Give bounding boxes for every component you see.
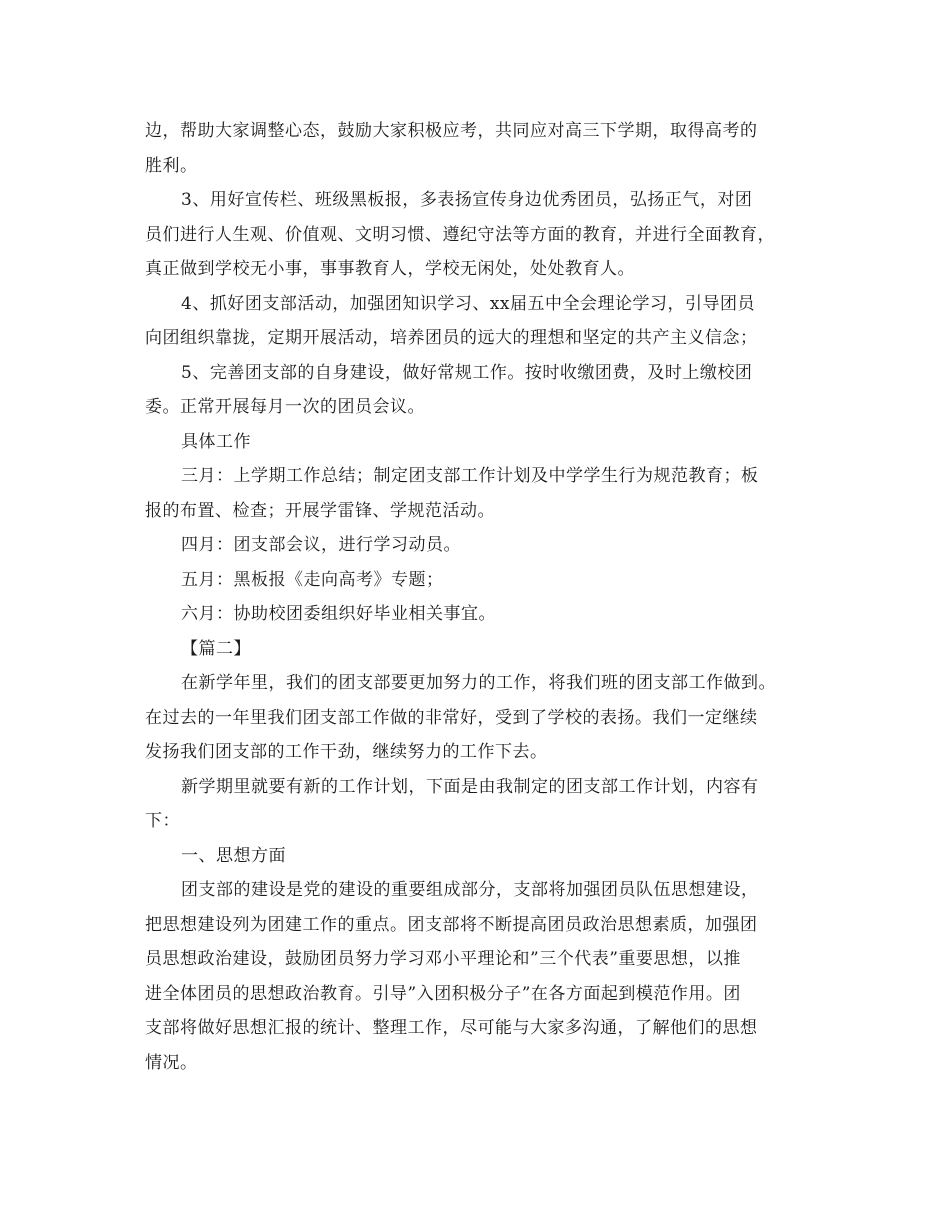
document-body: [145, 114, 810, 1080]
text-line: 报的布置、检查；开展学雷锋、学规范活动。: [145, 500, 495, 521]
text-line: 4、抓好团支部活动，加强团知识学习、xx届五中全会理论学习，引导团员: [181, 293, 755, 314]
text-line: 发扬我们团支部的工作干劲，继续努力的工作下去。: [145, 742, 548, 762]
text-line: 进全体团员的思想政治教育。引导”入团积极分子”在各方面起到模范作用。团: [145, 983, 741, 1004]
text-line: 员思想政治建设，鼓励团员努力学习邓小平理论和”三个代表”重要思想，以推: [145, 949, 741, 969]
text-line: 新学期里就要有新的工作计划，下面是由我制定的团支部工作计划，内容有: [181, 776, 759, 797]
section-heading: 【篇二】: [181, 638, 251, 659]
section-heading: 具体工作: [181, 431, 251, 452]
text-line: 边，帮助大家调整心态，鼓励大家积极应考，共同应对高三下学期，取得高考的: [145, 121, 758, 141]
text-line: 五月：黑板报《走向高考》专题；: [181, 569, 444, 590]
text-line: 下：: [145, 811, 180, 831]
text-line: 支部将做好思想汇报的统计、整理工作，尽可能与大家多沟通，了解他们的思想: [145, 1018, 758, 1038]
text-line: 团支部的建设是党的建设的重要组成部分，支部将加强团员队伍思想建设，: [181, 880, 759, 900]
text-line: 胜利。: [145, 155, 198, 176]
text-line: 六月：协助校团委组织好毕业相关事宜。: [181, 604, 496, 624]
text-line: 3、用好宣传栏、班级黑板报，多表扬宣传身边优秀团员，弘扬正气，对团: [181, 190, 753, 210]
text-line: 三月：上学期工作总结；制定团支部工作计划及中学学生行为规范教育；板: [181, 466, 759, 486]
section-heading: 一、思想方面: [181, 845, 286, 866]
text-line: 在新学年里，我们的团支部要更加努力的工作，将我们班的团支部工作做到。: [181, 673, 776, 693]
text-line: 员们进行人生观、价值观、文明习惯、遵纪守法等方面的教育，并进行全面教育，: [145, 224, 775, 245]
text-line: 四月：团支部会议，进行学习动员。: [181, 535, 461, 555]
text-line: 真正做到学校无小事，事事教育人，学校无闲处，处处教育人。: [145, 259, 635, 279]
text-line: 在过去的一年里我们团支部工作做的非常好，受到了学校的表扬。我们一定继续: [145, 707, 758, 728]
text-line: 5、完善团支部的自身建设，做好常规工作。按时收缴团费，及时上缴校团: [181, 362, 753, 383]
text-line: 把思想建设列为团建工作的重点。团支部将不断提高团员政治思想素质，加强团: [145, 914, 758, 935]
text-line: 委。正常开展每月一次的团员会议。: [145, 397, 425, 417]
text-line: 情况。: [145, 1052, 198, 1073]
text-line: 向团组织靠拢，定期开展活动，培养团员的远大的理想和坚定的共产主义信念；: [145, 328, 758, 348]
